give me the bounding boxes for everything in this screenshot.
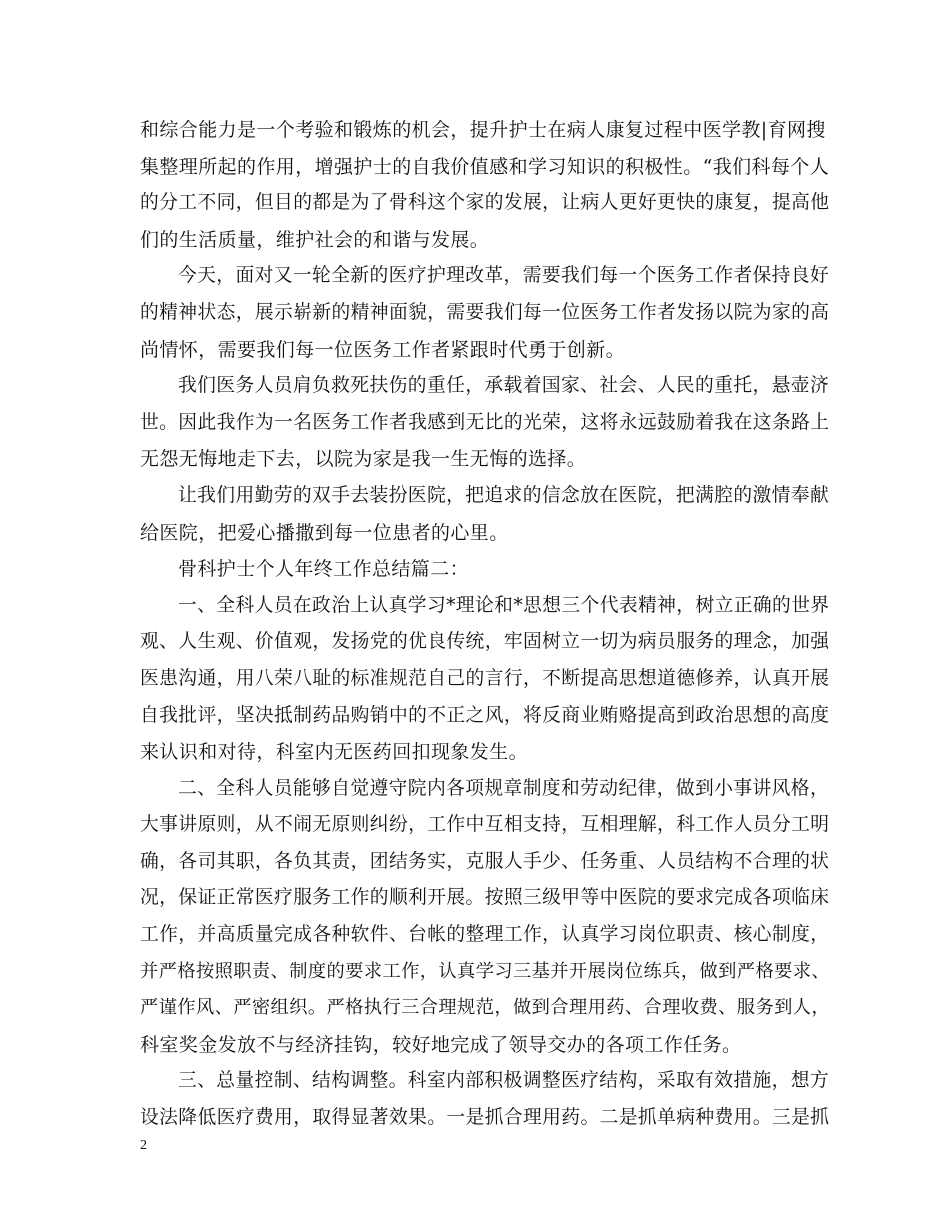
text-line: 大事讲原则，从不闹无原则纠纷，工作中互相支持，互相理解，科工作人员分工明: [140, 814, 830, 836]
text-line: 三、总量控制、结构调整。科室内部积极调整医疗结构，采取有效措施，想方: [178, 1070, 830, 1092]
text-line: 并严格按照职责、制度的要求工作，认真学习三基并开展岗位练兵，做到严格要求、: [140, 960, 831, 982]
text-line: 严谨作风、严密组织。严格执行三合理规范，做到合理用药、合理收费、服务到人，: [140, 997, 831, 1019]
text-line: 观、人生观、价值观，发扬党的优良传统，牢固树立一切为病员服务的理念，加强: [140, 631, 830, 653]
text-line: 集整理所起的作用，增强护士的自我价值感和学习知识的积极性。“我们科每个人: [140, 155, 830, 178]
text-line: 骨科护士个人年终工作总结篇二：: [178, 558, 470, 581]
text-line: 的分工不同，但目的都是为了骨科这个家的发展，让病人更好更快的康复，提高他: [140, 192, 830, 214]
text-line: 二、全科人员能够自觉遵守院内各项规章制度和劳动纪律，做到小事讲风格，: [178, 777, 830, 799]
text-line: 设法降低医疗费用，取得显著效果。一是抓合理用药。二是抓单病种费用。三是抓: [140, 1107, 830, 1129]
text-line: 和综合能力是一个考验和锻炼的机会，提升护士在病人康复过程中医学教|育网搜: [140, 119, 826, 141]
page-number: 2: [140, 1138, 147, 1153]
text-line: 一、全科人员在政治上认真学习*理论和*思想三个代表精神，树立正确的世界: [178, 594, 830, 616]
document-body: [140, 112, 830, 1137]
text-line: 确，各司其职，各负其责，团结务实，克服人手少、任务重、人员结构不合理的状: [140, 850, 830, 872]
text-line: 给医院，把爱心播撒到每一位患者的心里。: [140, 521, 509, 544]
text-line: 医患沟通，用八荣八耻的标准规范自己的言行，不断提高思想道德修养，认真开展: [140, 667, 830, 689]
text-line: 况，保证正常医疗服务工作的顺利开展。按照三级甲等中医院的要求完成各项临床: [140, 887, 830, 909]
text-line: 的精神状态，展示崭新的精神面貌，需要我们每一位医务工作者发扬以院为家的高: [140, 301, 830, 323]
text-line: 科室奖金发放不与经济挂钩，较好地完成了领导交办的各项工作任务。: [140, 1033, 742, 1056]
text-line: 工作，并高质量完成各种软件、台帐的整理工作，认真学习岗位职责、核心制度，: [140, 924, 830, 946]
text-line: 世。因此我作为一名医务工作者我感到无比的光荣，这将永远鼓励着我在这条路上: [140, 411, 830, 433]
text-line: 自我批评，坚决抵制药品购销中的不正之风，将反商业贿赂提高到政治思想的高度: [140, 704, 830, 726]
text-line: 今天，面对又一轮全新的医疗护理改革，需要我们每一个医务工作者保持良好: [178, 265, 830, 287]
text-line: 们的生活质量，维护社会的和谐与发展。: [140, 228, 490, 251]
text-line: 无怨无悔地走下去，以院为家是我一生无悔的选择。: [140, 448, 587, 471]
text-line: 我们医务人员肩负救死扶伤的重任，承载着国家、社会、人民的重托，悬壶济: [178, 375, 830, 397]
text-line: 来认识和对待，科室内无医药回扣现象发生。: [140, 741, 529, 764]
text-line: 尚情怀，需要我们每一位医务工作者紧跟时代勇于创新。: [140, 338, 626, 361]
text-line: 让我们用勤劳的双手去装扮医院，把追求的信念放在医院，把满腔的激情奉献: [178, 484, 830, 506]
